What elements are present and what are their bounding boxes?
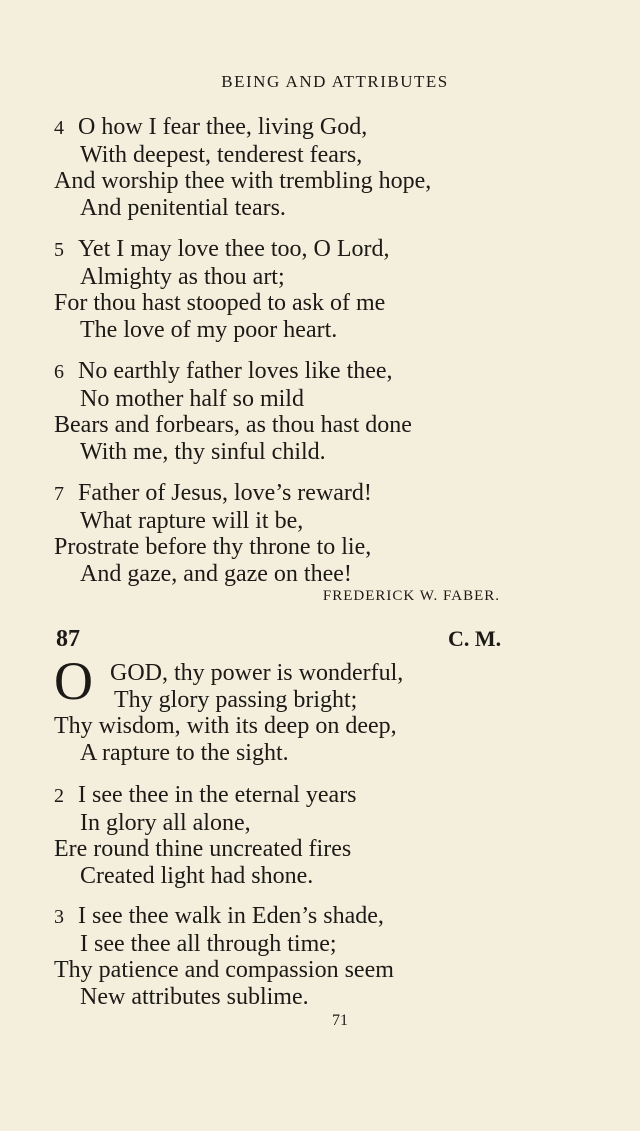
hymn-87-stanza-2 — [54, 782, 524, 890]
page-number: 71 — [332, 1012, 348, 1029]
verse-line: GOD, thy power is wonderful, — [110, 660, 404, 686]
hymn-87-stanza-1-bottom — [54, 713, 524, 766]
verse-line: Thy glory passing bright; — [114, 686, 358, 713]
verse-line: In glory all alone, — [80, 809, 251, 836]
verse-line: Prostrate before thy throne to lie, — [54, 534, 372, 561]
verse-line: New attributes sublime. — [80, 984, 309, 1011]
hymn-meter: C. M. — [448, 626, 502, 651]
stanza-5 — [54, 236, 524, 344]
verse-line: Created light had shone. — [80, 863, 314, 890]
stanza-4 — [54, 114, 524, 222]
hymn-87-stanza-3 — [54, 903, 524, 1011]
hymn-number: 87 — [56, 626, 80, 652]
verse-line: A rapture to the sight. — [80, 739, 289, 766]
verse-line: Thy wisdom, with its deep on deep, — [54, 713, 397, 739]
author-attribution: FREDERICK W. FABER. — [322, 588, 500, 604]
verse-line: O how I fear thee, living God, — [78, 114, 368, 140]
verse-line: I see thee in the eternal years — [78, 782, 357, 808]
verse-line: The love of my poor heart. — [80, 317, 338, 344]
verse-line: Bears and forbears, as thou hast done — [54, 412, 412, 439]
verse-line: Thy patience and compassion seem — [54, 957, 394, 984]
stanza-number: 7 — [54, 483, 64, 505]
verse-line: No mother half so mild — [80, 385, 304, 412]
verse-line: Almighty as thou art; — [80, 263, 285, 290]
stanza-number: 5 — [54, 239, 64, 261]
verse-line: And gaze, and gaze on thee! — [80, 561, 352, 588]
stanza-number: 2 — [54, 785, 64, 807]
drop-cap: O — [54, 651, 93, 711]
verse-line: No earthly father loves like thee, — [78, 358, 393, 384]
verse-line: What rapture will it be, — [80, 507, 304, 534]
stanza-number: 3 — [54, 906, 64, 928]
verse-line: Father of Jesus, love’s reward! — [78, 480, 372, 506]
verse-line: And penitential tears. — [80, 195, 286, 222]
verse-line: I see thee walk in Eden’s shade, — [78, 903, 384, 929]
running-header: BEING AND ATTRIBUTES — [221, 72, 449, 91]
verse-line: With me, thy sinful child. — [80, 439, 326, 466]
verse-line: And worship thee with trembling hope, — [54, 168, 432, 195]
verse-line: Yet I may love thee too, O Lord, — [78, 236, 390, 262]
stanza-number: 6 — [54, 361, 64, 383]
verse-line: With deepest, tenderest fears, — [80, 141, 363, 168]
verse-line: For thou hast stooped to ask of me — [54, 290, 386, 317]
verse-line: I see thee all through time; — [80, 930, 337, 957]
stanza-number: 4 — [54, 117, 64, 139]
stanza-6 — [54, 358, 524, 466]
stanza-7 — [54, 480, 524, 588]
verse-line: Ere round thine uncreated fires — [54, 836, 352, 863]
hymn-87-stanza-1-top — [110, 660, 580, 713]
